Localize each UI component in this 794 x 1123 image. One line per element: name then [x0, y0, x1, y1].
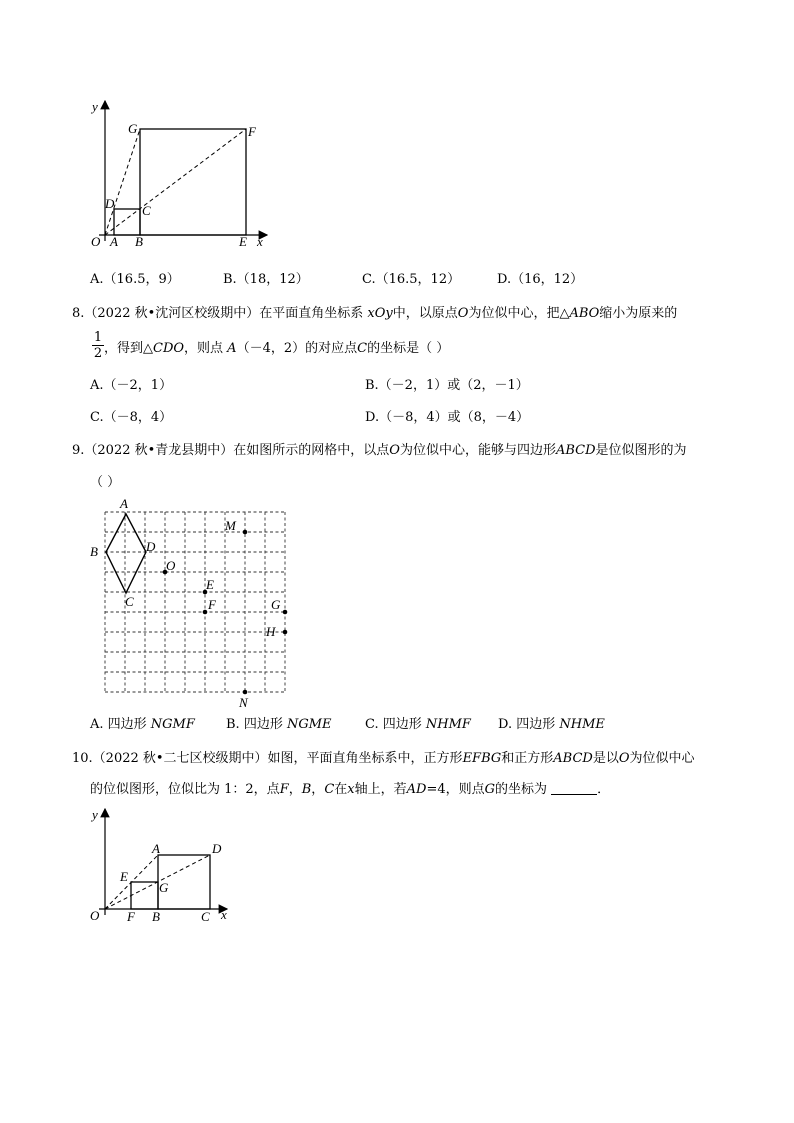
dashed-line-of [105, 129, 246, 235]
q9-option-c[interactable]: C. 四边形 NHMF [365, 717, 471, 732]
q7-option-b[interactable]: B.（18，12） [223, 272, 309, 287]
label-a: A [120, 496, 128, 511]
label-d: D [105, 196, 115, 211]
q7-figure [85, 95, 285, 255]
label-c: C [142, 203, 151, 218]
q9-grid-figure [85, 495, 300, 710]
label-f: F [127, 909, 135, 924]
q7-option-d[interactable]: D.（16，12） [497, 272, 584, 287]
label-y: y [92, 99, 98, 114]
label-x: x [257, 234, 263, 249]
dashed-line-og [105, 129, 140, 235]
q8-option-d[interactable]: D.（－8，4）或（8，－4） [365, 410, 530, 425]
point-f [203, 610, 208, 615]
q9-option-b[interactable]: B. 四边形 NGME [226, 717, 332, 732]
q8-option-b[interactable]: B.（－2，1）或（2，－1） [365, 378, 529, 393]
q8-option-a[interactable]: A.（－2，1） [90, 378, 173, 393]
label-g: G [271, 597, 281, 612]
rhombus-abcd [106, 514, 146, 593]
label-e: E [239, 234, 247, 249]
label-e: E [120, 869, 128, 884]
label-h: H [266, 624, 276, 639]
q8-stem-line1: 8.（2022 秋•沈河区校级期中）在平面直角坐标系 xOy中，以原点O为位似中心，把△ABO缩小为原来的 [72, 306, 678, 321]
fraction-numerator: 1 [93, 330, 103, 345]
q10-stem-line1: 10.（2022 秋•二七区校级期中）如图，平面直角坐标系中，正方形EFBG和正方形ABCD是以O为位似中心 [72, 751, 695, 766]
label-x: x [221, 907, 227, 922]
label-e: E [206, 577, 214, 592]
fraction-denominator: 2 [93, 346, 103, 361]
point-m [243, 530, 248, 535]
label-d: D [212, 841, 222, 856]
label-a: A [152, 841, 160, 856]
label-b: B [135, 234, 143, 249]
point-g [283, 610, 288, 615]
label-a: A [110, 234, 118, 249]
label-f: F [248, 124, 256, 139]
q7-option-c[interactable]: C.（16.5，12） [362, 272, 461, 287]
label-g: G [159, 880, 169, 895]
point-n [243, 690, 248, 695]
label-g: G [128, 121, 138, 136]
q9-option-d[interactable]: D. 四边形 NHME [498, 717, 605, 732]
q8-option-c[interactable]: C.（－8，4） [90, 410, 173, 425]
label-f: F [208, 597, 216, 612]
q8-stem-line2: ，得到△CDO，则点 A（－4，2）的对应点C的坐标是（ ） [104, 341, 450, 356]
square-bcfg [140, 129, 246, 235]
q8-fraction [92, 330, 104, 361]
q10-figure [85, 803, 245, 928]
q7-option-a[interactable]: A.（16.5，9） [90, 272, 180, 287]
q10-stem-line2: 的位似图形，位似比为 1：2，点F，B，C在x轴上，若AD=4，则点G的坐标为 ． [90, 782, 611, 797]
q9-stem-line2: （ ） [90, 475, 121, 490]
label-c: C [201, 909, 210, 924]
label-c: C [125, 594, 134, 609]
label-o: O [90, 908, 100, 923]
label-b: B [90, 544, 98, 559]
square-efbg [131, 882, 158, 909]
q9-option-a[interactable]: A. 四边形 NGMF [90, 717, 195, 732]
q9-stem-line1: 9.（2022 秋•青龙县期中）在如图所示的网格中，以点O为位似中心，能够与四边形ABCD是位似图形的为 [72, 443, 687, 458]
label-y: y [92, 807, 98, 822]
answer-blank[interactable] [551, 781, 597, 795]
label-o: O [166, 558, 176, 573]
label-d: D [146, 539, 156, 554]
label-n: N [239, 695, 248, 710]
label-m: M [225, 518, 236, 533]
square-adcb [114, 209, 140, 235]
label-o: O [91, 234, 101, 249]
point-h [283, 630, 288, 635]
label-b: B [152, 909, 160, 924]
